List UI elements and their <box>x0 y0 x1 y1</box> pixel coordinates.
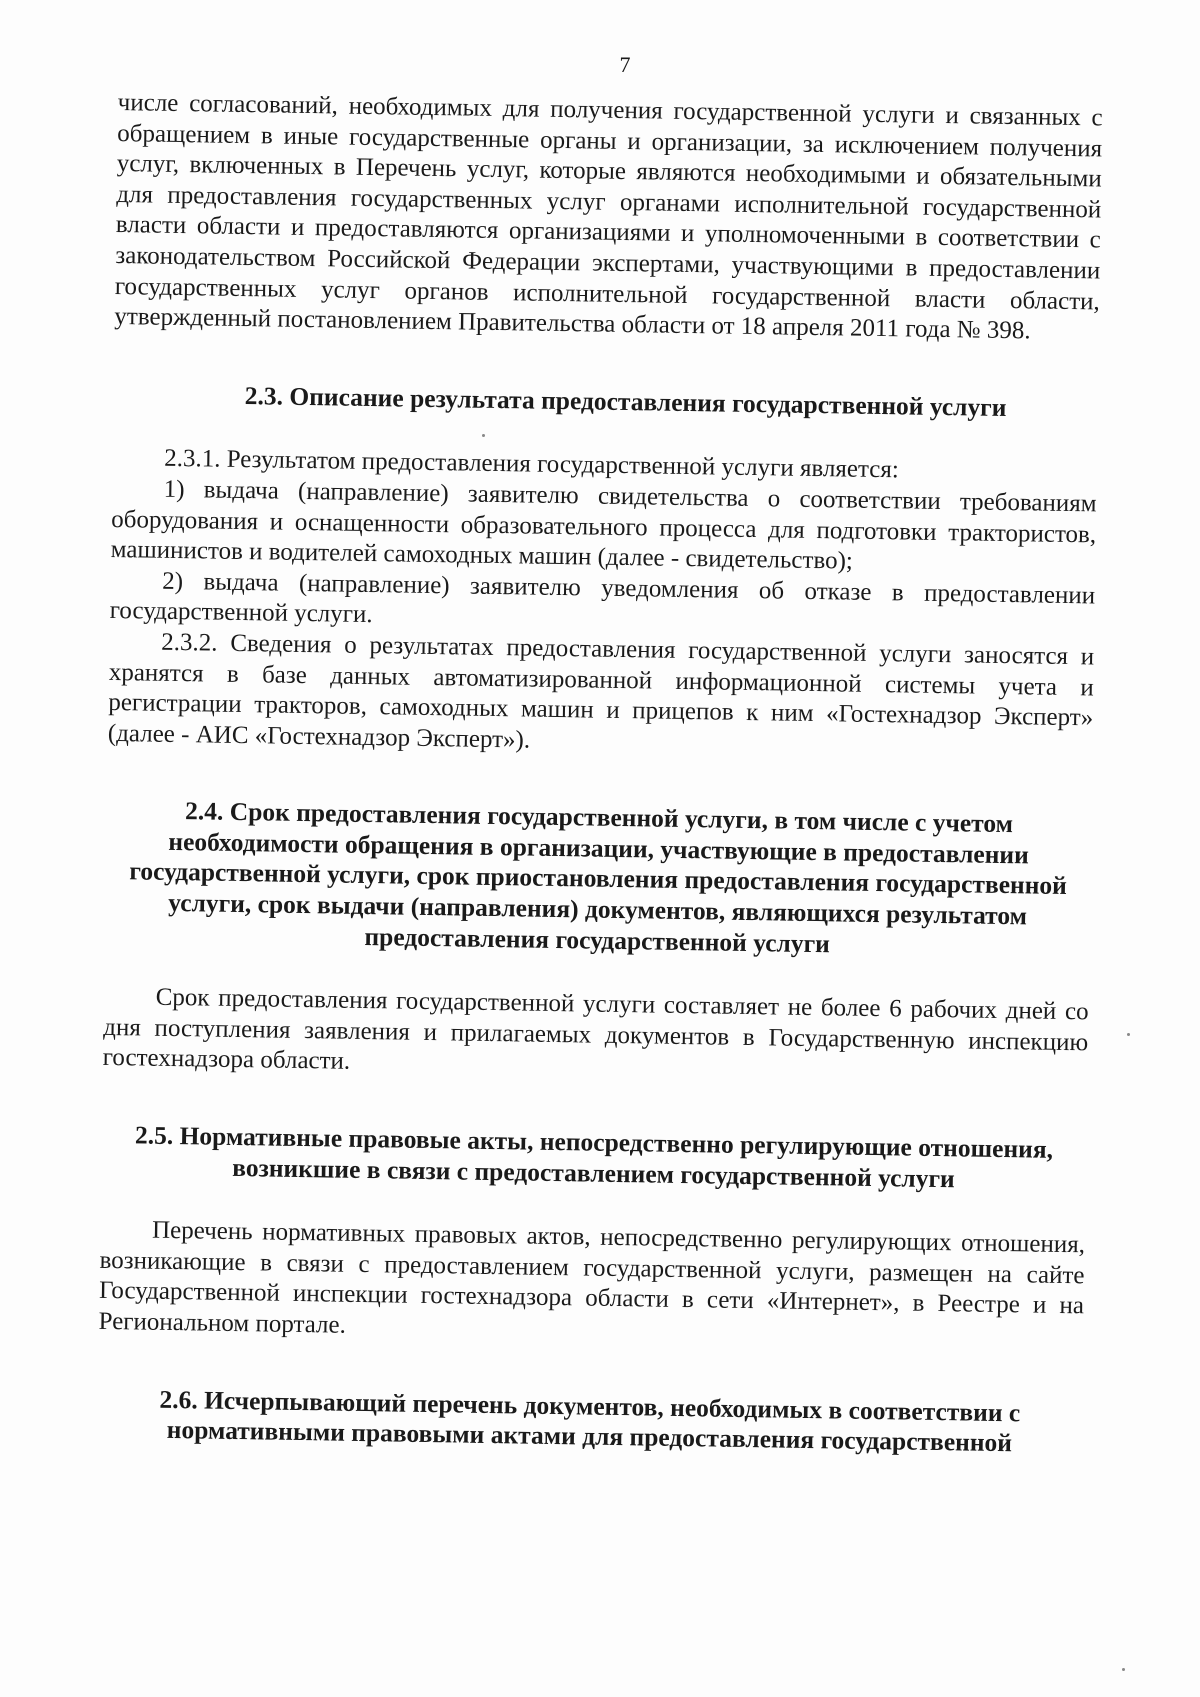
section-2-5-heading: 2.5. Нормативные правовые акты, непосредственно регулирующие отношения, возникшие в связи с предоставлением государственной услуги <box>134 1120 1054 1193</box>
paragraph-intro: числе согласований, необходимых для получения государственной услуги и связанных с обращением в иные государственные органы и организации, за исключением получения услуг, включенных в Перечень услуг, которые являются необходимыми и обязательными для предоставления государственных услуг органами исполнительной государственной власти области и предоставляются организациями и уполномоченными в соответствии с законодательством Российской Федерации экспертами, участвующими в предоставлении государственных услуг органов исполнительной государственной власти области, утвержденный постановлением Правительства области от 18 апреля 2011 года № 398. <box>114 88 1103 345</box>
section-2-3-heading: 2.3. Описание результата предоставления государственной услуги <box>244 380 1007 422</box>
scan-speck <box>482 434 485 437</box>
scan-speck <box>1127 1033 1130 1036</box>
section-2-4-heading: 2.4. Срок предоставления государственной услуги, в том числе с учетом необходимости обращения в организации, участвующие в предоставлении государственной услуги, срок приостановления предоставления государственной услуги, срок выдачи (направления) документов, являющихся результатом предоставления государственной услуги <box>129 796 1068 958</box>
section-2-3-paragraph-3: 2) выдача (направление) заявителю уведомления об отказе в предоставлении государственной услуги. <box>109 567 1096 629</box>
section-2-3-paragraph-4: 2.3.2. Сведения о результатах предоставления государственной услуги заносятся и хранятся в базе данных автоматизированной информационной системы учета и регистрации тракторов, самоходных машин и прицепов к ним «Гостехнадзор Эксперт» (далее - АИС «Гостехнадзор Эксперт»). <box>107 628 1095 754</box>
scan-speck <box>1122 1668 1125 1671</box>
section-2-5-paragraph-1: Перечень нормативных правовых актов, непосредственно регулирующих отношения, возникающие в связи с предоставлением государственной услуги, размещен на сайте Государственной инспекции гостехнадзора области в сети «Интернет», в Реестре и на Региональном портале. <box>98 1216 1086 1339</box>
page-content <box>97 88 1103 1460</box>
page-number: 7 <box>619 52 631 77</box>
section-2-3-paragraph-1: 2.3.1. Результатом предоставления государственной услуги является: <box>163 445 899 484</box>
section-2-4-paragraph-1: Срок предоставления государственной услуги составляет не более 6 рабочих дней со дня поступления заявления и прилагаемых документов в Государственную инспекцию гостехнадзора области. <box>102 983 1089 1076</box>
section-2-6-heading: 2.6. Исчерпывающий перечень документов, необходимых в соответствии с нормативными правовыми актами для предоставления государственной <box>159 1384 1021 1458</box>
section-2-3-paragraph-2: 1) выдача (направление) заявителю свидетельства о соответствии требованиям оборудования и оснащенности образовательного процесса для подготовки трактористов, машинистов и водителей самоходных машин (далее - свидетельство); <box>110 475 1097 575</box>
